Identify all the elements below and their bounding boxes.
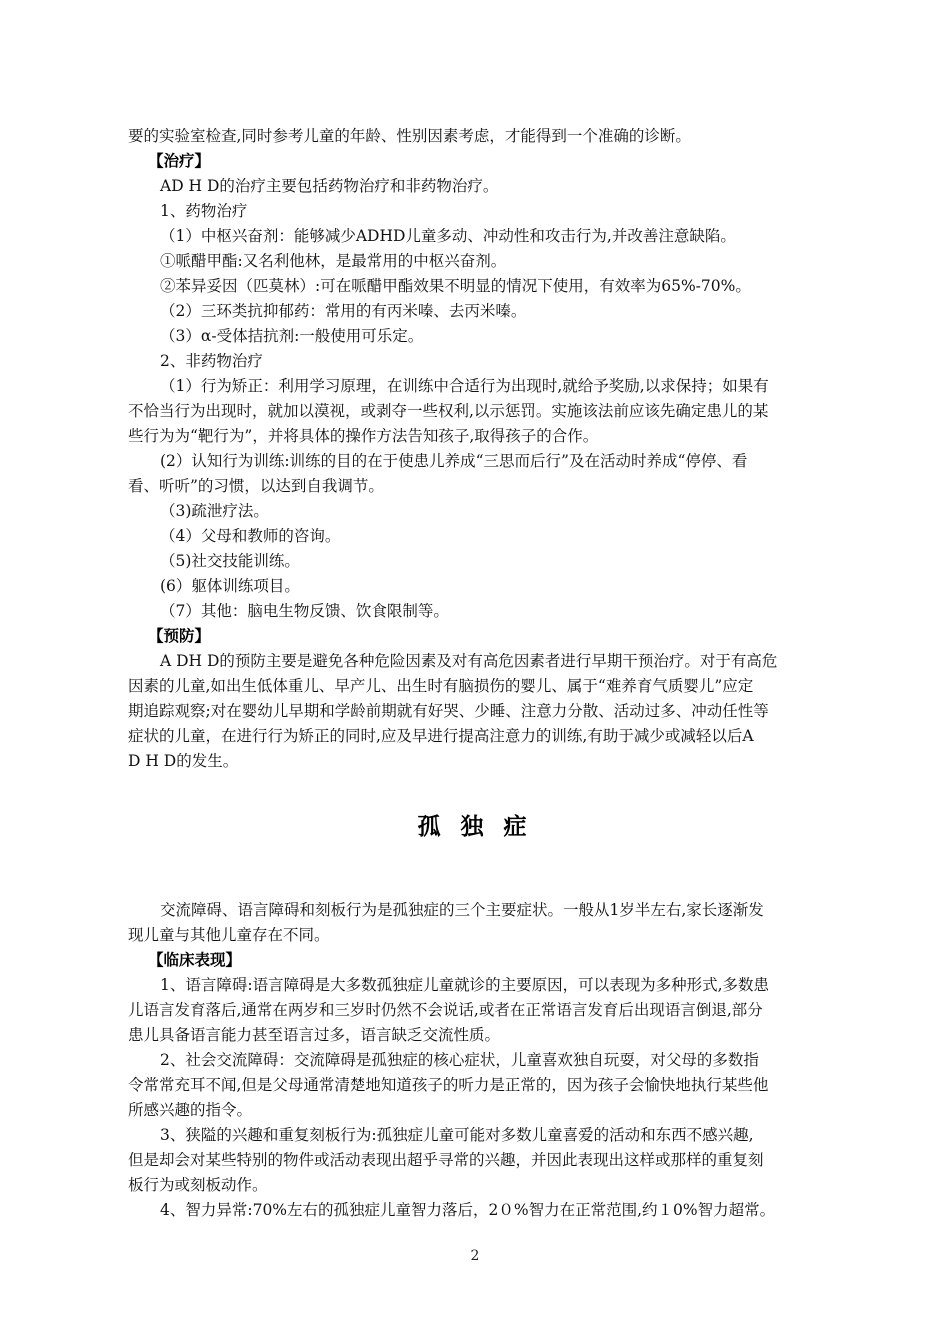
paragraph-line: （5)社交技能训练。 bbox=[160, 552, 300, 570]
paragraph-line: （4）父母和教师的咨询。 bbox=[160, 527, 341, 545]
paragraph-line: 所感兴趣的指令。 bbox=[128, 1101, 253, 1119]
paragraph-line: 板行为或刻板动作。 bbox=[128, 1176, 268, 1194]
paragraph-line: ①哌醋甲酯:又名利他林，是最常用的中枢兴奋剂。 bbox=[160, 252, 507, 270]
paragraph-line: 2、社会交流障碍：交流障碍是孤独症的核心症状，儿童喜欢独自玩耍，对父母的多数指 bbox=[160, 1051, 759, 1069]
paragraph-line: 但是却会对某些特别的物件或活动表现出超乎寻常的兴趣，并因此表现出这样或那样的重复刻 bbox=[128, 1151, 764, 1169]
section-heading-clinical: 【临床表现】 bbox=[148, 950, 242, 969]
section-title: 孤 独 症 bbox=[417, 813, 533, 840]
section-heading-prevention: 【预防】 bbox=[148, 626, 211, 645]
paragraph-line: （1）中枢兴奋剂：能够减少ADHD儿童多动、冲动性和攻击行为,并改善注意缺陷。 bbox=[160, 227, 736, 245]
paragraph-line: 3、狭隘的兴趣和重复刻板行为:孤独症儿童可能对多数儿童喜爱的活动和东西不感兴趣, bbox=[160, 1126, 754, 1144]
paragraph-line: 不恰当行为出现时，就加以漠视，或剥夺一些权利,以示惩罚。实施该法前应该先确定患儿的某 bbox=[128, 402, 769, 420]
paragraph-line: 现儿童与其他儿童存在不同。 bbox=[128, 926, 330, 944]
paragraph-line: 要的实验室检查,同时参考儿童的年龄、性别因素考虑，才能得到一个准确的诊断。 bbox=[128, 127, 691, 145]
paragraph-line: （3)疏泄疗法。 bbox=[160, 502, 269, 520]
paragraph-line: 1、药物治疗 bbox=[160, 202, 248, 220]
paragraph-line: D H D的发生。 bbox=[128, 752, 239, 770]
paragraph-line: 交流障碍、语言障碍和刻板行为是孤独症的三个主要症状。一般从1岁半左右,家长逐渐发 bbox=[160, 901, 764, 919]
paragraph-line: 期追踪观察;对在婴幼儿早期和学龄前期就有好哭、少睡、注意力分散、活动过多、冲动任性等 bbox=[128, 702, 769, 720]
paragraph-line: A DH D的预防主要是避免各种危险因素及对有高危因素者进行早期干预治疗。对于有高危 bbox=[160, 652, 778, 670]
paragraph-line: 2、非药物治疗 bbox=[160, 352, 263, 370]
paragraph-line: 患儿具备语言能力甚至语言过多，语言缺乏交流性质。 bbox=[128, 1026, 501, 1044]
paragraph-line: 些行为为“靶行为”，并将具体的操作方法告知孩子,取得孩子的合作。 bbox=[128, 427, 599, 445]
paragraph-line: （2）三环类抗抑郁药：常用的有丙米嗪、去丙米嗪。 bbox=[160, 302, 527, 320]
paragraph-line: (6）躯体训练项目。 bbox=[160, 577, 300, 595]
paragraph-line: （1）行为矫正：利用学习原理，在训练中合适行为出现时,就给予奖励,以求保持；如果有 bbox=[160, 377, 769, 395]
paragraph-line: 症状的儿童，在进行行为矫正的同时,应及早进行提高注意力的训练,有助于减少或减轻以后A bbox=[128, 727, 754, 745]
paragraph-line: 因素的儿童,如出生低体重儿、早产儿、出生时有脑损伤的婴儿、属于“难养育气质婴儿”应定 bbox=[128, 677, 754, 695]
paragraph-line: 看、听听”的习惯，以达到自我调节。 bbox=[128, 477, 384, 495]
paragraph-line: 儿语言发育落后,通常在两岁和三岁时仍然不会说话,或者在正常语言发育后出现语言倒退,部分 bbox=[128, 1001, 763, 1019]
paragraph-line: （3）α-受体拮抗剂:一般使用可乐定。 bbox=[160, 327, 424, 345]
paragraph-line: 令常常充耳不闻,但是父母通常清楚地知道孩子的听力是正常的，因为孩子会愉快地执行某些他 bbox=[128, 1076, 769, 1094]
section-heading-treatment: 【治疗】 bbox=[148, 151, 211, 170]
paragraph-line: 4、智力异常:70%左右的孤独症儿童智力落后，2０%智力在正常范围,约１0%智力超常。 bbox=[160, 1201, 776, 1219]
page-number: 2 bbox=[470, 1248, 480, 1264]
paragraph-line: ②苯异妥因（匹莫林）:可在哌醋甲酯效果不明显的情况下使用，有效率为65%-70%。 bbox=[160, 277, 751, 295]
paragraph-line: （7）其他：脑电生物反馈、饮食限制等。 bbox=[160, 602, 449, 620]
paragraph-line: 1、语言障碍:语言障碍是大多数孤独症儿童就诊的主要原因，可以表现为多种形式,多数患 bbox=[160, 976, 770, 994]
paragraph-line: AD H D的治疗主要包括药物治疗和非药物治疗。 bbox=[160, 177, 499, 195]
paragraph-line: (2）认知行为训练:训练的目的在于使患儿养成“三思而后行”及在活动时养成“停停、看 bbox=[160, 452, 748, 470]
